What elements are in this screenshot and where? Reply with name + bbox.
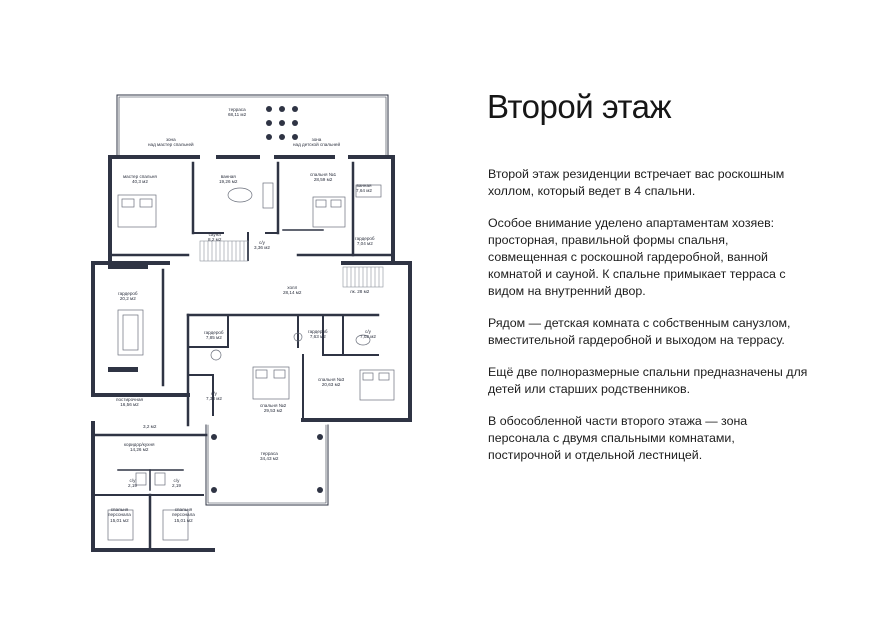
room-label-area-small: 3,2 м2 [143, 424, 157, 429]
room-label-master: мастер спальня 40,3 м2 [123, 174, 157, 185]
room-label-wardrobe-3: гардероб 7,63 м2 [308, 329, 328, 340]
floor-plan-drawing [88, 85, 428, 565]
paragraph-bedrooms: Ещё две полноразмерные спальни предназначены для детей или старших родственников. [488, 365, 808, 396]
room-label-sauna: сауна 8,2 м2 [208, 232, 222, 243]
room-label-staff-wc2: с/у 2,19 [172, 478, 181, 489]
room-label-wc-2: с/у 7,38 м2 [206, 391, 222, 402]
room-label-bedroom2: спальня №2 29,53 м2 [260, 403, 287, 414]
room-label-over-kids: зона над детской спальней [293, 137, 341, 148]
room-label-bedroom1: спальня №1 28,59 м2 [310, 172, 337, 183]
paragraph-staff: В обособленной части второго этажа — зона персонала с двумя спальными комнатами, постирочной и отдельной лестницей. [488, 414, 748, 462]
room-label-wardrobe-r: гардероб 7,04 м2 [355, 236, 375, 247]
room-label-staff-corridor: коридор/кухня 14,26 м2 [124, 442, 155, 453]
room-label-wc1: с/у 3,36 м2 [254, 240, 270, 251]
room-label-wc-3: с/у 7,02 м2 [360, 329, 376, 340]
paragraph-intro: Второй этаж резиденции встречает вас роскошным холлом, который ведет в 4 спальни. [488, 167, 785, 198]
room-label-bath-small: ванная 7,64 м2 [356, 183, 372, 194]
room-label-hall-right: лк. 28 м2 [350, 289, 370, 294]
room-label-bath: ванная 19,26 м2 [219, 174, 238, 185]
room-label-wardrobe-2: гардероб 7,85 м2 [204, 330, 224, 341]
room-label-terrace-top: терраса 68,11 м2 [228, 107, 247, 118]
room-label-staff-bed1: спальня персонала 15,01 м2 [108, 507, 131, 523]
room-label-staff-bed2: спальня персонала 15,01 м2 [172, 507, 195, 523]
room-label-over-master: зона над мастер спальней [148, 137, 194, 148]
room-label-hall: холл 28,14 м2 [283, 285, 302, 296]
room-label-staff-wc1: с/у 2,19 [128, 478, 137, 489]
room-label-laundry: постирочная 16,56 м2 [116, 397, 143, 408]
room-label-wardrobe-master: гардероб 20,2 м2 [118, 291, 138, 302]
room-label-terrace-bottom: терраса 34,43 м2 [260, 451, 279, 462]
paragraph-kids: Рядом — детская комната с собственным санузлом, вместительной гардеробной и выходом на террасу. [488, 316, 791, 347]
page-title: Второй этаж [487, 88, 672, 125]
paragraph-master: Особое внимание уделено апартаментам хозяев: просторная, правильной формы спальня, совмещенная с роскошной гардеробной, ванной комнатой и сауной. К спальне примыкает терраса с видом на внутренний двор. [488, 216, 786, 298]
floor-plan [88, 85, 428, 565]
description [488, 166, 808, 479]
room-label-bedroom3: спальня №3 20,63 м2 [318, 377, 345, 388]
